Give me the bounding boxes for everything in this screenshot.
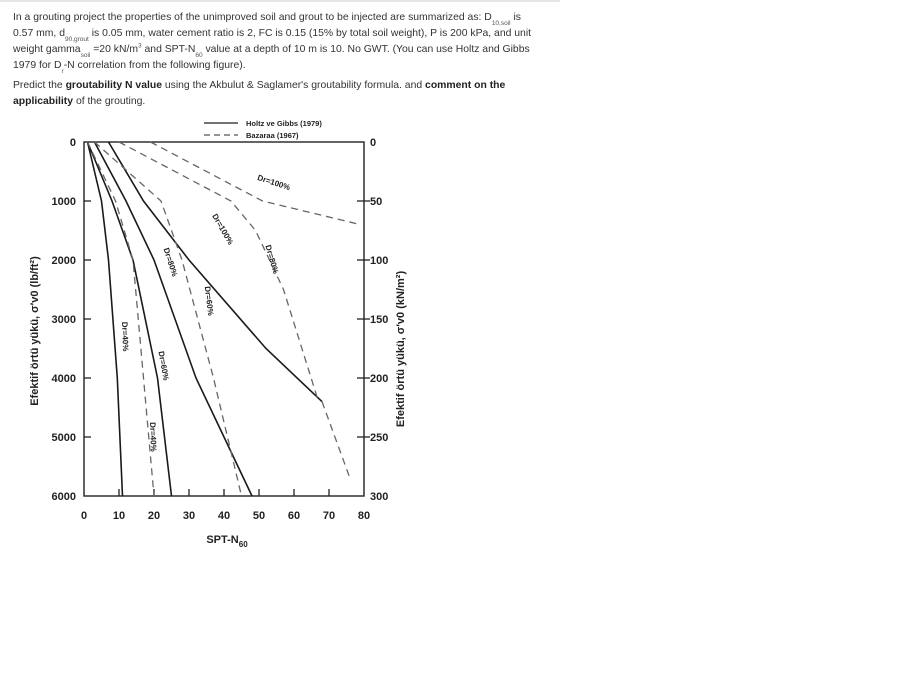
x-axis-label: SPT-$N_{60}$ [206,534,248,549]
y-right-axis-label: Efektif örtü yükü, σ′v0 (kN/m²) [395,270,407,428]
x-tick-label: 20 [147,510,161,522]
question-text: Predict the groutability N value using the Akbulut & Saglamer's groutability formula. and comment on the applicability of the grouting. [13,80,506,107]
x-tick-label: 40 [217,510,231,522]
curve-label-7: Dr=100% [256,173,292,193]
y-right-tick-label: 0 [370,137,377,149]
curve-label-4: Dr=40% [147,421,159,452]
curve-label-3: Dr=100% [210,212,236,247]
y-right-tick-label: 250 [370,432,389,444]
x-tick-label: 70 [322,510,336,522]
holtz-curve-0 [88,142,123,496]
y-left-axis-label: Efektif örtü yükü, σ′v0 (lb/ft²) [29,256,41,406]
dr-n-correlation-chart [0,110,560,560]
x-tick-label: 30 [182,510,196,522]
legend-label-bazaraa: Bazaraa (1967) [246,131,299,140]
x-tick-label: 10 [112,510,126,522]
legend-label-holtz: Holtz ve Gibbs (1979) [246,119,322,128]
x-tick-label: 80 [357,510,371,522]
bazaraa-curve-6 [119,142,319,402]
plot-frame [84,142,364,496]
y-left-tick-label: 1000 [51,196,76,208]
problem-statement: In a grouting project the properties of the unimproved soil and grout to be injected are summarized as: $D_{10,soil}$ is 0.57 mm, $d_{90,grout}$ is 0.05 mm, water cement ratio is 2, FC is 0.15 (15% by total soil weight), P is 200 kPa, and unit weight gamma$_{soil}$ =20 $kN/m^3$ and SPT-$N_{60}$ value at a depth of 10 m is 10. No GWT. (You can use Holtz and Gibbs 1979 for $D_r-N$ correlation from the following figure). [13,12,532,76]
y-left-tick-label: 3000 [51,314,76,326]
y-right-tick-label: 300 [370,491,389,503]
y-right-tick-label: 100 [370,255,389,267]
y-left-tick-label: 2000 [51,255,76,267]
y-left-tick-label: 6000 [51,491,76,503]
top-divider [0,0,560,2]
curve-label-1: Dr=60% [156,350,171,382]
holtz-curve-3 [109,142,323,402]
problem-text [13,10,543,110]
bazaraa-curve-7 [151,142,361,225]
y-left-tick-label: 0 [69,137,76,149]
curve-label-0: Dr=40% [119,321,131,352]
x-tick-label: 50 [252,510,266,522]
x-tick-label: 60 [287,510,301,522]
y-right-tick-label: 200 [370,373,389,385]
y-left-tick-label: 5000 [51,432,76,444]
x-tick-label: 0 [80,510,88,522]
y-right-tick-label: 150 [370,314,389,326]
curve-label-2: Dr=80% [161,246,180,278]
y-right-tick-label: 50 [370,196,383,208]
bazaraa-curve-8 [322,402,350,479]
curve-label-5: Dr=60% [202,285,216,317]
y-left-tick-label: 4000 [51,373,76,385]
curve-label-6: Dr=80% [263,243,281,275]
